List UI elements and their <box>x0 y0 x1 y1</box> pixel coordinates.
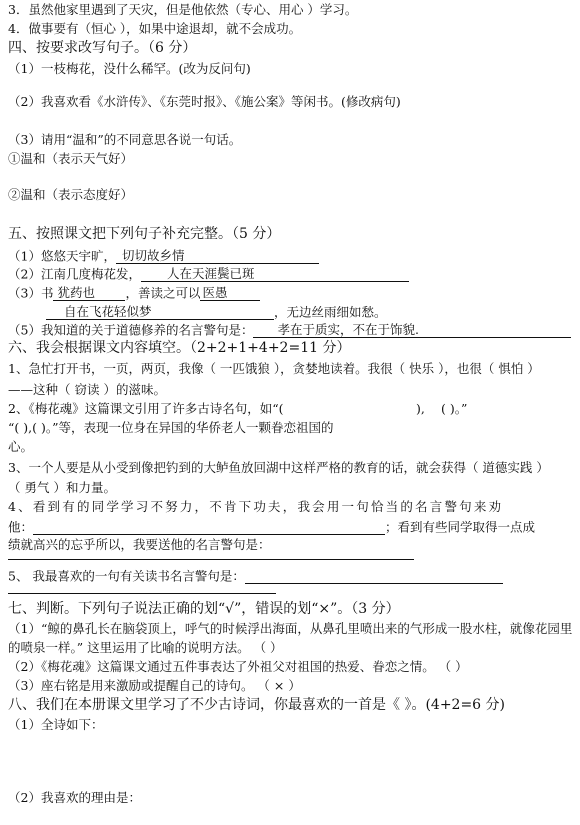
s6-5-prompt: 5、 我最喜欢的一句有关读书名言警句是： <box>8 568 245 584</box>
question-4: 4．做事要有（恒心 ），如果中途退却，就不会成功。 <box>8 21 302 36</box>
section-4-item-3a: ①温和（表示天气好） <box>8 151 134 166</box>
section-7-item-3: （3）座右铭是用来激励或提醒自己的诗句。 （ × ） <box>8 678 301 693</box>
s5-3-answer-2: 医愚 <box>202 284 228 300</box>
s5-2-answer: 人在天涯鬓已斑 <box>166 265 255 281</box>
question-3: 3．虽然他家里遇到了天灾，但是他依然（专心、用心 ）学习。 <box>8 2 358 17</box>
section-6-item-4c: 绩就高兴的忘乎所以，我要送他的名言警句是： <box>8 537 271 552</box>
s5-2-prompt: （2）江南几度梅花发， <box>8 266 141 282</box>
section-7-title: 七、判断。下列句子说法正确的划“√”，错误的划“×”。（3 分） <box>8 601 400 617</box>
section-6-title: 六、我会根据课文内容填空。（2+2+1+4+2=11 分） <box>8 340 351 356</box>
s6-2a-mid: ), <box>416 401 425 416</box>
section-4-item-3: （3）请用“温和”的不同意思各说一句话。 <box>8 132 242 147</box>
s5-1-prompt: （1）悠悠天宇旷， <box>8 248 116 264</box>
section-4-item-1: （1）一枝梅花，没什么稀罕。(改为反问句) <box>8 61 251 76</box>
section-6-item-4a: 4、看到有的同学学习不努力，不肯下功夫，我会用一句恰当的名言警句来劝 <box>8 499 504 514</box>
s5-4-answer: 自在飞花轻似梦 <box>64 303 152 319</box>
section-6-item-4b <box>8 519 535 535</box>
section-5-item-3 <box>8 285 260 301</box>
s6-4b-suffix: ；看到有些同学取得一点成 <box>385 519 536 535</box>
s5-3-prompt-a: （3）书 <box>8 285 54 301</box>
s5-5-prompt: （5）我知道的关于道德修养的名言警句是： <box>8 322 254 338</box>
s5-3-answer-1: 犹药也 <box>57 284 95 300</box>
s6-5-blank <box>245 568 503 584</box>
s5-4-suffix: ，无边丝雨细如愁。 <box>274 304 387 320</box>
s6-2a-right: ( )。” <box>441 401 468 416</box>
section-4-item-3b: ②温和（表示态度好） <box>8 187 134 202</box>
s5-1-answer: 切切故乡情 <box>121 247 185 263</box>
section-7-item-1b: 的喷泉一样。” 这里运用了比喻的说明方法。 （ ） <box>8 640 283 655</box>
s6-2a-left: 2、《梅花魂》这篇课文引用了许多古诗名句，如“( <box>8 401 284 416</box>
section-6-item-5 <box>8 568 503 584</box>
section-7-item-2: （2）《梅花魂》这篇课文通过五件事表达了外祖父对祖国的热爱、眷恋之情。 （ ） <box>8 659 468 674</box>
section-6-item-3b: （ 勇气 ）和力量。 <box>8 480 116 495</box>
section-7-item-1a: （1）“鲸的鼻孔长在脑袋顶上，呼气的时候浮出海面，从鼻孔里喷出来的气形成一股水柱，就像花园里 <box>8 621 573 636</box>
section-5-item-2 <box>8 266 409 282</box>
section-8-item-1: （1）全诗如下： <box>8 717 104 732</box>
section-4-item-2: （2）我喜欢看《水浒传》、《东莞时报》、《施公案》等闲书。(修改病句) <box>8 94 401 109</box>
section-5-item-4 <box>8 304 387 320</box>
section-5-item-1 <box>8 248 319 264</box>
s6-4b-prefix: 他： <box>8 519 34 535</box>
section-6-item-2c: 心。 <box>8 439 34 454</box>
section-6-item-2b: “( ),( )。”等，表现一位身在异国的华侨老人一颗眷恋祖国的 <box>8 420 334 435</box>
s6-4c-blank <box>8 559 414 560</box>
section-8-title: 八、我们在本册课文里学习了不少古诗词，你最喜欢的一首是《 》。(4+2=6 分) <box>8 697 506 713</box>
s6-5-blank-2 <box>8 593 276 594</box>
section-6-item-3a: 3、一个人要是从小受到像把钓到的大鲈鱼放回湖中这样严格的教育的话，就会获得（ 道德实践 ） <box>8 460 549 475</box>
s5-5-answer: 孝在于质实，不在于饰貌. <box>277 321 419 337</box>
section-6-item-1a: 1、急忙打开书，一页，两页，我像（ 一匹饿狼 ），贪婪地读着。我很（ 快乐 ），也很（ 惧怕 ） <box>8 361 540 376</box>
section-5-item-5 <box>8 322 571 338</box>
s5-3-prompt-b: ，善读之可以 <box>125 285 201 301</box>
section-8-item-2: （2）我喜欢的理由是： <box>8 790 141 805</box>
section-5-title: 五、按照课文把下列句子补充完整。（5 分） <box>8 226 281 242</box>
section-4-title: 四、按要求改写句子。（6 分） <box>8 40 197 56</box>
s6-4b-blank <box>33 519 385 535</box>
section-6-item-1b: ——这种（ 窃读 ）的滋味。 <box>8 382 166 397</box>
